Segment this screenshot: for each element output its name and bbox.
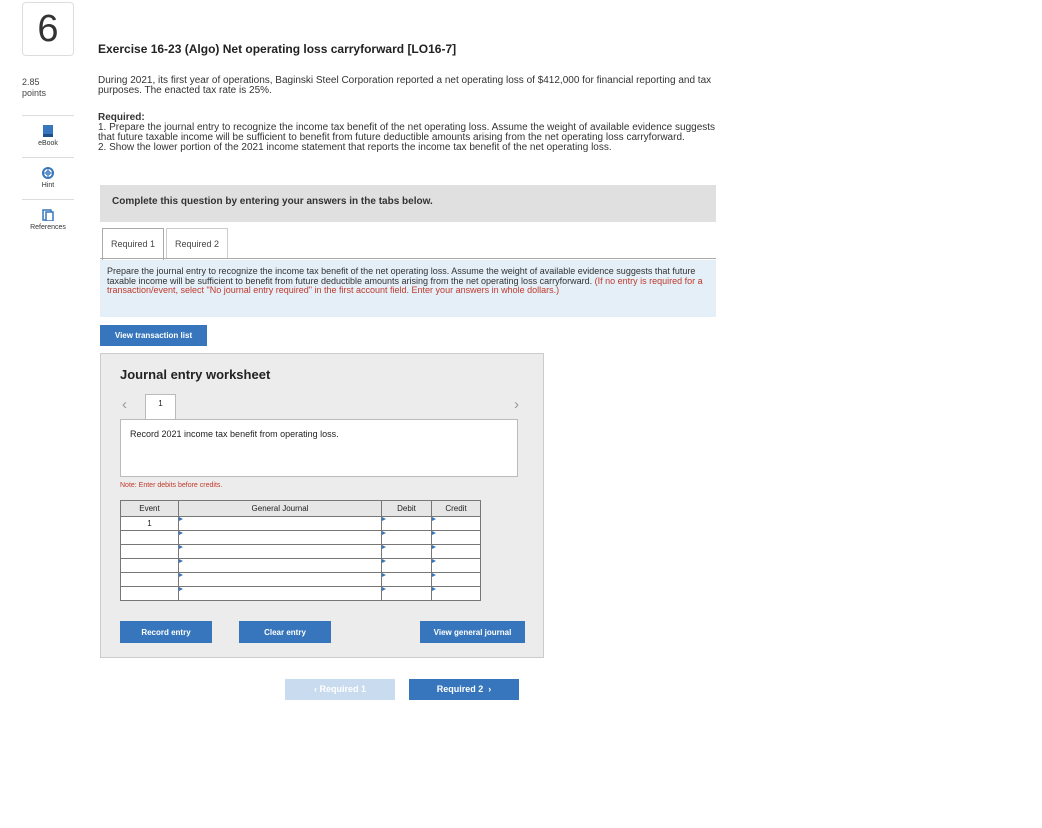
event-cell [121, 559, 179, 573]
column-header-general-journal: General Journal [179, 501, 382, 517]
column-header-credit: Credit [432, 501, 481, 517]
tab-required-2[interactable]: Required 2 [166, 228, 228, 259]
points-label: points [22, 88, 47, 98]
question-number: 6 [22, 2, 74, 56]
next-required-button[interactable] [409, 679, 519, 700]
lifebuoy-icon [42, 167, 54, 179]
account-field[interactable] [179, 573, 382, 587]
event-cell [121, 573, 179, 587]
tab-divider [100, 258, 716, 259]
instructions-banner: Complete this question by entering your answers in the tabs below. [100, 185, 716, 222]
prev-page-icon[interactable]: ‹ [122, 396, 127, 413]
column-header-event: Event [121, 501, 179, 517]
book-icon [42, 125, 54, 137]
event-cell [121, 587, 179, 601]
hint-label: Hint [41, 182, 55, 189]
required-heading: Required: [98, 112, 145, 123]
journal-entry-worksheet [100, 353, 544, 658]
account-field[interactable] [179, 517, 382, 531]
table-row [121, 517, 481, 531]
worksheet-title: Journal entry worksheet [120, 367, 271, 382]
tab-required-1[interactable]: Required 1 [102, 228, 164, 260]
required-section [98, 113, 718, 153]
view-general-journal-button[interactable]: View general journal [420, 621, 525, 643]
instructions-main: Prepare the journal entry to recognize the income tax benefit of the net operating loss. Assume the weight of available evidence suggests that future taxable income will be sufficient to benefit from future deductible amounts arising from the net operating loss carryforward. [107, 266, 696, 286]
credit-field[interactable] [432, 545, 481, 559]
credit-field[interactable] [432, 517, 481, 531]
event-cell: 1 [121, 517, 179, 531]
points-value: 2.85 [22, 77, 40, 87]
credit-field[interactable] [432, 587, 481, 601]
exercise-intro: During 2021, its first year of operations, Baginski Steel Corporation reported a net operating loss of $412,000 for financial reporting and tax purposes. The enacted tax rate is 25%. [98, 75, 712, 96]
required-item-1: 1. Prepare the journal entry to recognize the income tax benefit of the net operating loss. Assume the weight of available evidence suggests that future taxable income will be sufficient to benefit from future deductible amounts arising from the net operating loss carryforward. [98, 122, 716, 143]
points-display [22, 77, 74, 99]
tab-instructions [100, 260, 716, 317]
column-header-debit: Debit [382, 501, 432, 517]
chevron-right-icon: › [483, 684, 492, 694]
credit-field[interactable] [432, 559, 481, 573]
debit-field[interactable] [382, 587, 432, 601]
debit-field[interactable] [382, 517, 432, 531]
table-row [121, 573, 481, 587]
instructions-note: (If no entry is required for a transaction/event, select "No journal entry required" in the first account field. Enter your answers in whole dollars.) [107, 275, 703, 295]
account-field[interactable] [179, 531, 382, 545]
view-transaction-list-button[interactable]: View transaction list [100, 325, 207, 346]
general-journal-table [120, 500, 481, 601]
entry-description: Record 2021 income tax benefit from operating loss. [120, 419, 518, 477]
debit-field[interactable] [382, 531, 432, 545]
references-link[interactable] [22, 199, 74, 241]
debit-field[interactable] [382, 545, 432, 559]
references-label: References [30, 224, 66, 231]
debit-field[interactable] [382, 573, 432, 587]
ebook-link[interactable] [22, 115, 74, 157]
required-item-2: 2. Show the lower portion of the 2021 income statement that reports the income tax benefit of the net operating loss. [98, 142, 612, 153]
credit-field[interactable] [432, 573, 481, 587]
table-row [121, 531, 481, 545]
debit-field[interactable] [382, 559, 432, 573]
table-row [121, 545, 481, 559]
prev-required-label: Required 1 [319, 684, 366, 694]
account-field[interactable] [179, 587, 382, 601]
page-indicator[interactable]: 1 [145, 394, 176, 420]
next-page-icon[interactable]: › [514, 396, 519, 413]
clear-entry-button[interactable]: Clear entry [239, 621, 331, 643]
prev-required-button [285, 679, 395, 700]
table-row [121, 587, 481, 601]
event-cell [121, 545, 179, 559]
account-field[interactable] [179, 545, 382, 559]
hint-link[interactable] [22, 157, 74, 199]
exercise-title: Exercise 16-23 (Algo) Net operating loss carryforward [LO16-7] [98, 42, 457, 56]
credit-field[interactable] [432, 531, 481, 545]
next-required-label: Required 2 [436, 684, 484, 694]
table-row [121, 559, 481, 573]
record-entry-button[interactable]: Record entry [120, 621, 212, 643]
account-field[interactable] [179, 559, 382, 573]
chevron-left-icon: ‹ [313, 684, 320, 694]
ebook-label: eBook [38, 140, 58, 147]
debit-credit-note: Note: Enter debits before credits. [120, 482, 223, 489]
references-icon [42, 209, 54, 221]
event-cell [121, 531, 179, 545]
